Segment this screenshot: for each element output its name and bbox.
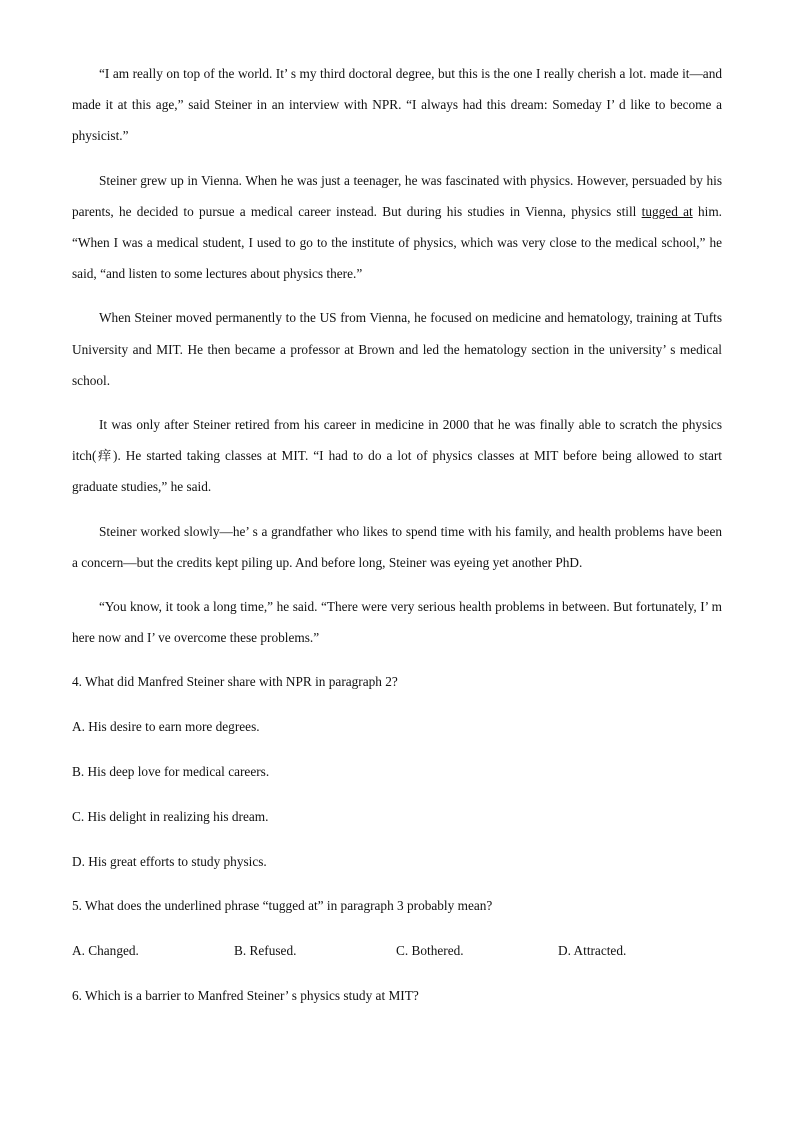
question-4-option-b: B. His deep love for medical careers. — [72, 764, 270, 780]
underlined-phrase: tugged at — [641, 203, 693, 219]
question-5-option-a: A. Changed. — [72, 943, 139, 959]
question-5-option-c: C. Bothered. — [396, 943, 464, 959]
document-page — [72, 58, 722, 1025]
paragraph-3-text-end: him. “When I was a medical student, I used to go to the institute of physics, which was very close to the medical school,” he said, “and listen to some lectures about physics there.” — [72, 203, 722, 282]
paragraph-7: “You know, it took a long time,” he said. “There were very serious health problems in between. But fortunately, I’ m here now and I’ ve overcome these problems.” — [72, 599, 722, 646]
question-5-option-b: B. Refused. — [234, 943, 297, 959]
paragraph-5: It was only after Steiner retired from his career in medicine in 2000 that he was finally able to scratch the physics itch(痒). He started taking classes at MIT. “I had to do a lot of physics classes at MIT before being allowed to start graduate studies,” he said. — [72, 417, 722, 495]
question-4-option-a: A. His desire to earn more degrees. — [72, 719, 260, 735]
paragraph-3 — [72, 165, 722, 290]
question-4-option-d: D. His great efforts to study physics. — [72, 853, 267, 869]
paragraph-3-text-start: Steiner grew up in Vienna. When he was just a teenager, he was fascinated with physics. However, persuaded by his parents, he decided to pursue a medical career instead. But during his studies in Vienna, physics still — [72, 172, 722, 219]
paragraph-4: When Steiner moved permanently to the US from Vienna, he focused on medicine and hematology, training at Tufts University and MIT. He then became a professor at Brown and led the hematology section in the university’ s medical school. — [72, 310, 722, 388]
question-5: 5. What does the underlined phrase “tugged at” in paragraph 3 probably mean? — [72, 898, 493, 914]
question-5-option-d: D. Attracted. — [558, 943, 627, 959]
question-4-option-c: C. His delight in realizing his dream. — [72, 808, 269, 824]
paragraph-2: “I am really on top of the world. It’ s my third doctoral degree, but this is the one I really cherish a lot. made it—and made it at this age,” said Steiner in an interview with NPR. “I always had this dream: Someday I’ d like to become a physicist.” — [72, 66, 722, 144]
question-4: 4. What did Manfred Steiner share with NPR in paragraph 2? — [72, 674, 398, 690]
paragraph-6: Steiner worked slowly—he’ s a grandfather who likes to spend time with his family, and health problems have been a concern—but the credits kept piling up. And before long, Steiner was eyeing yet another PhD. — [72, 523, 722, 570]
question-5-options — [72, 935, 722, 966]
question-6: 6. Which is a barrier to Manfred Steiner’ s physics study at MIT? — [72, 988, 419, 1004]
